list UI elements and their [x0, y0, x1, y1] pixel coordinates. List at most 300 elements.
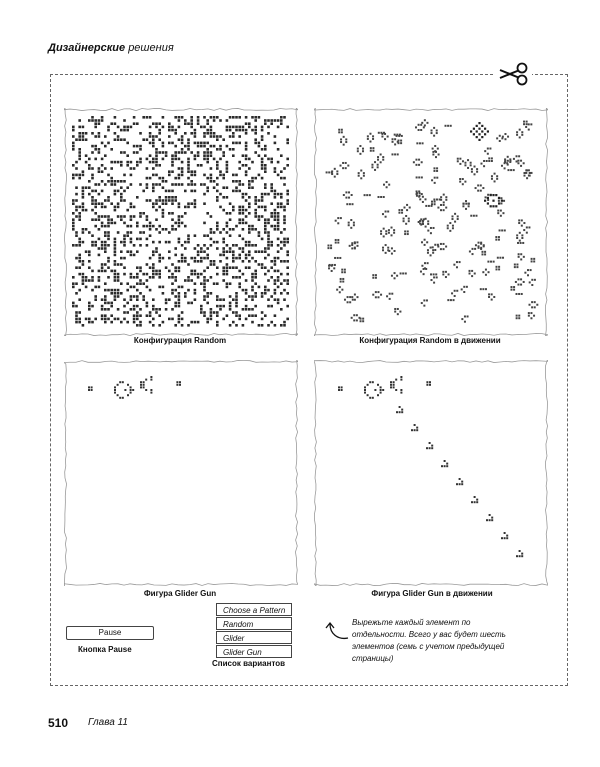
cell [152, 266, 155, 269]
cell [517, 160, 519, 162]
cell [377, 291, 379, 293]
cell [158, 286, 161, 289]
cell [422, 201, 424, 203]
cell [226, 231, 229, 234]
cell [274, 292, 277, 295]
cell [88, 386, 90, 388]
cell [393, 384, 395, 386]
cell [513, 289, 515, 291]
cell [184, 279, 187, 282]
cell [101, 116, 104, 119]
cell [210, 145, 213, 148]
cell [341, 271, 343, 273]
cell [445, 196, 447, 198]
cell [251, 244, 254, 247]
pause-button[interactable]: Pause [66, 626, 154, 640]
cell [187, 263, 190, 266]
cell [518, 253, 520, 255]
cell [203, 142, 206, 145]
cell [200, 305, 203, 308]
cell [362, 320, 364, 322]
cell [139, 145, 142, 148]
cell [421, 265, 423, 267]
cell [155, 228, 158, 231]
cell [203, 295, 206, 298]
cell [454, 221, 456, 223]
cell [194, 170, 197, 173]
cell [280, 273, 283, 276]
cell [462, 160, 464, 162]
cell [187, 177, 190, 180]
cell [136, 318, 139, 321]
cell [168, 170, 171, 173]
cell [350, 219, 352, 221]
cell [453, 299, 455, 301]
cell [382, 156, 384, 158]
cell [78, 148, 81, 151]
cell [104, 167, 107, 170]
cell [283, 260, 286, 263]
cell [433, 282, 435, 284]
cell [286, 273, 289, 276]
cell [174, 295, 177, 298]
cell [114, 206, 117, 209]
cell [226, 145, 229, 148]
cell [270, 260, 273, 263]
cell [114, 260, 117, 263]
cell [114, 116, 117, 119]
cell [248, 126, 251, 129]
cell [499, 229, 501, 231]
cell [123, 138, 126, 141]
cell [286, 202, 289, 205]
cell [520, 160, 522, 162]
cell [238, 116, 241, 119]
cell [136, 161, 139, 164]
cell [120, 186, 123, 189]
cell [270, 119, 273, 122]
cell [181, 222, 184, 225]
cell [238, 254, 241, 257]
cell [490, 205, 492, 207]
cell [447, 227, 449, 229]
cell [210, 126, 213, 129]
cell [416, 142, 418, 144]
cell [117, 161, 120, 164]
cell [75, 167, 78, 170]
cell [152, 158, 155, 161]
cell [472, 248, 474, 250]
cell [91, 119, 94, 122]
cell [426, 381, 428, 383]
cell [377, 296, 379, 298]
cell [152, 308, 155, 311]
cell [123, 305, 126, 308]
cell [232, 190, 235, 193]
cell [229, 129, 232, 132]
cell [238, 318, 241, 321]
cell [149, 142, 152, 145]
cell [206, 302, 209, 305]
cell [400, 379, 402, 381]
cell [155, 154, 158, 157]
cell [107, 318, 110, 321]
cell [187, 279, 190, 282]
cell [91, 279, 94, 282]
cell [187, 170, 190, 173]
cell [130, 298, 133, 301]
cell [181, 174, 184, 177]
cell [471, 501, 473, 503]
cell [427, 230, 429, 232]
cell [248, 180, 251, 183]
cell [377, 384, 379, 386]
cell [516, 315, 518, 317]
cell [482, 288, 484, 290]
cell [146, 167, 149, 170]
cell [429, 381, 431, 383]
cell [187, 206, 190, 209]
cell [226, 225, 229, 228]
cell [78, 244, 81, 247]
cell [216, 305, 219, 308]
cell [162, 158, 165, 161]
cell [393, 232, 395, 234]
cell [78, 132, 81, 135]
cell [348, 191, 350, 193]
cell [75, 314, 78, 317]
cell [328, 267, 330, 269]
cell [518, 219, 520, 221]
cell [158, 273, 161, 276]
cell [158, 164, 161, 167]
choice-item[interactable]: Choose a Pattern [216, 603, 292, 616]
cell [251, 177, 254, 180]
cell [422, 142, 424, 144]
cell [78, 126, 81, 129]
cell [152, 174, 155, 177]
choice-item[interactable]: Random [216, 617, 292, 630]
cell [270, 266, 273, 269]
cell [335, 239, 337, 241]
cell [114, 298, 117, 301]
cell [222, 138, 225, 141]
cell [171, 308, 174, 311]
cell [449, 230, 451, 232]
cell [139, 324, 142, 327]
cell [481, 130, 483, 132]
cell [277, 148, 280, 151]
cell [94, 212, 97, 215]
cell [391, 227, 393, 229]
cell [374, 169, 376, 171]
cell [203, 202, 206, 205]
cell [469, 250, 471, 252]
cell [354, 294, 356, 296]
cell [261, 295, 264, 298]
cell [114, 292, 117, 295]
cell [178, 218, 181, 221]
cell [481, 136, 483, 138]
cell [72, 202, 75, 205]
cell [124, 389, 126, 391]
cell [345, 138, 347, 140]
cell [280, 206, 283, 209]
cell [133, 308, 136, 311]
cell [91, 244, 94, 247]
cell [375, 296, 377, 298]
cell [470, 164, 472, 166]
cell [146, 138, 149, 141]
cell [171, 142, 174, 145]
cell [142, 212, 145, 215]
cell [85, 279, 88, 282]
cell [248, 231, 251, 234]
cell [104, 231, 107, 234]
cell [152, 183, 155, 186]
cell [267, 279, 270, 282]
cell [216, 222, 219, 225]
cell [178, 158, 181, 161]
cell [120, 129, 123, 132]
cell [507, 164, 509, 166]
cell [280, 247, 283, 250]
cell [178, 202, 181, 205]
cell [248, 167, 251, 170]
cell [155, 148, 158, 151]
cell [521, 293, 523, 295]
cell [261, 199, 264, 202]
cell [242, 218, 245, 221]
cell [78, 289, 81, 292]
cell [181, 254, 184, 257]
cell [152, 276, 155, 279]
cell [194, 321, 197, 324]
cell [219, 135, 222, 138]
cell [251, 286, 254, 289]
cell [219, 254, 222, 257]
cell [142, 282, 145, 285]
cell [286, 199, 289, 202]
cell [452, 227, 454, 229]
cell [245, 254, 248, 257]
cell [117, 135, 120, 138]
cell [274, 279, 277, 282]
cell [504, 138, 506, 140]
cell [251, 321, 254, 324]
cell [171, 218, 174, 221]
cell [427, 249, 429, 251]
cell [232, 298, 235, 301]
cell [248, 295, 251, 298]
cell [222, 196, 225, 199]
cell [114, 122, 117, 125]
cell [155, 311, 158, 314]
cell [110, 305, 113, 308]
cell [533, 315, 535, 317]
cell [91, 234, 94, 237]
cell [126, 209, 129, 212]
cell [270, 295, 273, 298]
cell [346, 203, 348, 205]
cell [126, 321, 129, 324]
cell [344, 299, 346, 301]
cell [501, 165, 503, 167]
cell [72, 225, 75, 228]
cell [457, 158, 459, 160]
cell [430, 232, 432, 234]
cell [372, 147, 374, 149]
cell [75, 318, 78, 321]
cell [264, 148, 267, 151]
cell [140, 381, 142, 383]
cell [101, 225, 104, 228]
cell [181, 170, 184, 173]
cell [235, 174, 238, 177]
cell [136, 151, 139, 154]
cell [502, 257, 504, 259]
choice-item[interactable]: Glider [216, 631, 292, 644]
cell [258, 324, 261, 327]
cell [454, 290, 456, 292]
cell [200, 260, 203, 263]
cell [136, 324, 139, 327]
cell [261, 148, 264, 151]
cell [464, 164, 466, 166]
cell [248, 244, 251, 247]
cell [78, 154, 81, 157]
cell [339, 291, 341, 293]
cell [146, 302, 149, 305]
cell [343, 194, 345, 196]
cell [474, 496, 476, 498]
cell [114, 247, 117, 250]
cell [261, 206, 264, 209]
cell [126, 164, 129, 167]
cell [340, 217, 342, 219]
cell [248, 266, 251, 269]
cell [482, 187, 484, 189]
cell [238, 234, 241, 237]
cell [165, 298, 168, 301]
cell [174, 302, 177, 305]
cell [434, 150, 436, 152]
cell [533, 260, 535, 262]
cell [117, 394, 119, 396]
cell [441, 465, 443, 467]
cell [353, 224, 355, 226]
cell [280, 177, 283, 180]
cell [264, 273, 267, 276]
cell [474, 173, 476, 175]
cell [117, 384, 119, 386]
cell [421, 241, 423, 243]
cell [286, 266, 289, 269]
choice-item[interactable]: Glider Gun [216, 645, 292, 658]
cell [110, 202, 113, 205]
cell [531, 284, 533, 286]
cell [197, 151, 200, 154]
cell [274, 167, 277, 170]
cell [168, 212, 171, 215]
cell [235, 305, 238, 308]
caption-glider-gun: Фигура Glider Gun [143, 589, 217, 598]
cell [91, 167, 94, 170]
cell [491, 519, 493, 521]
cell [194, 135, 197, 138]
cell [184, 119, 187, 122]
cell [181, 135, 184, 138]
cell [136, 289, 139, 292]
cell [529, 175, 531, 177]
pattern-choice-list[interactable] [216, 603, 292, 659]
cell [277, 126, 280, 129]
cell [529, 281, 531, 283]
cell [107, 142, 110, 145]
cell [88, 158, 91, 161]
cell [110, 321, 113, 324]
cell [94, 202, 97, 205]
cell [168, 231, 171, 234]
cell [280, 154, 283, 157]
cell [406, 204, 408, 206]
cell [254, 260, 257, 263]
cell [114, 209, 117, 212]
cell [162, 126, 165, 129]
cell [498, 197, 500, 199]
cell [158, 225, 161, 228]
cell [210, 174, 213, 177]
cell [78, 318, 81, 321]
cell [140, 384, 142, 386]
cell [492, 200, 494, 202]
cell [360, 320, 362, 322]
cell [150, 392, 152, 394]
cell [75, 209, 78, 212]
cell [248, 206, 251, 209]
cell [334, 168, 336, 170]
cell [369, 381, 371, 383]
cell [158, 276, 161, 279]
cell [270, 186, 273, 189]
cell [267, 218, 270, 221]
cell [174, 305, 177, 308]
cell [155, 247, 158, 250]
cell [465, 208, 467, 210]
cell [155, 183, 158, 186]
cell [267, 234, 270, 237]
cell [130, 254, 133, 257]
cell [72, 199, 75, 202]
cell [98, 215, 101, 218]
cell [507, 136, 509, 138]
cell [487, 261, 489, 263]
cell [114, 190, 117, 193]
cell [274, 225, 277, 228]
cell [245, 132, 248, 135]
cell [194, 273, 197, 276]
cell [516, 266, 518, 268]
cell [226, 161, 229, 164]
cell [476, 136, 478, 138]
cell [446, 463, 448, 465]
cell [358, 172, 360, 174]
cell [391, 247, 393, 249]
cell [364, 392, 366, 394]
cell [203, 311, 206, 314]
cell [91, 270, 94, 273]
cell [216, 183, 219, 186]
